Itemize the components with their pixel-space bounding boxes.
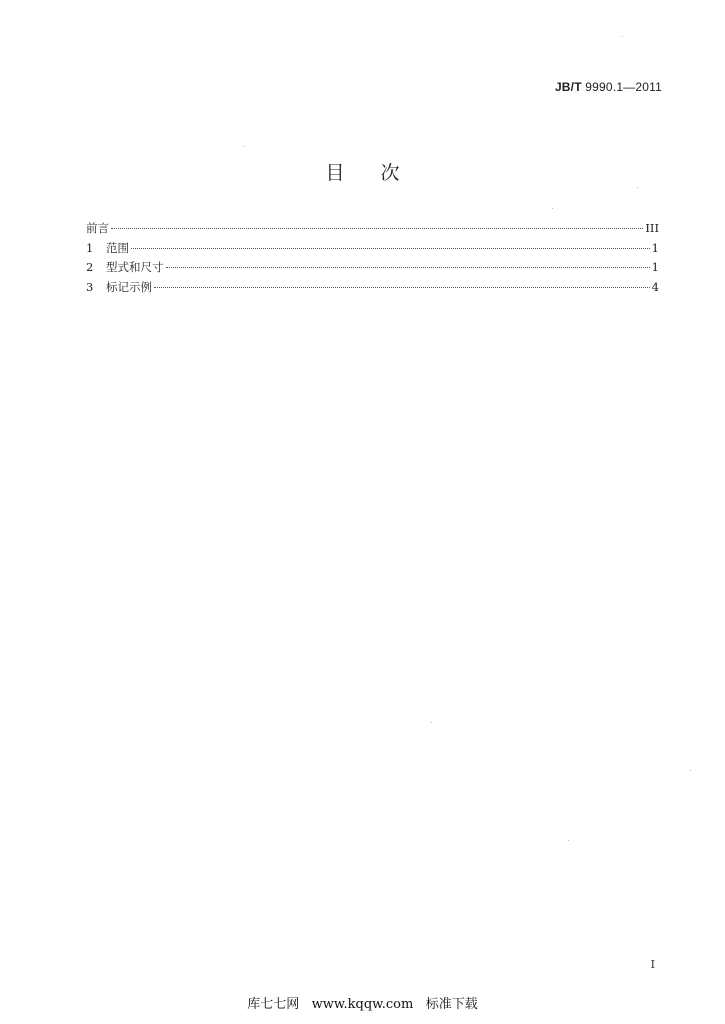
standard-prefix: JB/T [554,80,582,94]
scan-speck [690,770,691,771]
standard-code [555,80,662,94]
standard-number: 9990.1—2011 [581,80,662,94]
toc-entry-page: 1 [651,240,659,255]
toc-entry-label: 前言 [86,221,109,235]
scan-speck [243,146,244,147]
toc-entry-page: 1 [651,260,659,274]
toc-entry-scope[interactable] [86,240,659,260]
toc-entry-page: 4 [651,279,659,294]
toc-entry-types-and-dimensions[interactable] [86,259,659,279]
scan-speck [637,187,638,188]
toc-leader-dots [131,248,650,249]
toc-entry-number: 1 [86,240,94,255]
toc-entry-marking-example[interactable] [86,279,659,299]
toc-entry-number: 2 [86,260,94,274]
scan-speck [431,722,432,723]
toc-leader-dots [154,287,650,288]
toc-entry-number: 3 [86,279,94,294]
toc-entry-label: 标记示例 [106,279,152,294]
toc-entry-page: III [645,221,659,235]
footer-watermark: 库七七网 www.kqqw.com 标准下载 [247,997,478,1012]
toc-leader-dots [166,267,650,268]
page-number: I [650,958,655,971]
table-of-contents [86,220,659,298]
scan-speck [552,208,553,209]
scan-speck [568,840,569,841]
toc-entry-foreword[interactable] [86,220,659,240]
toc-entry-label: 范围 [106,240,129,255]
scan-speck [622,36,623,37]
page-title: 目次 [325,162,436,184]
toc-entry-label: 型式和尺寸 [106,260,164,274]
toc-leader-dots [111,228,643,229]
